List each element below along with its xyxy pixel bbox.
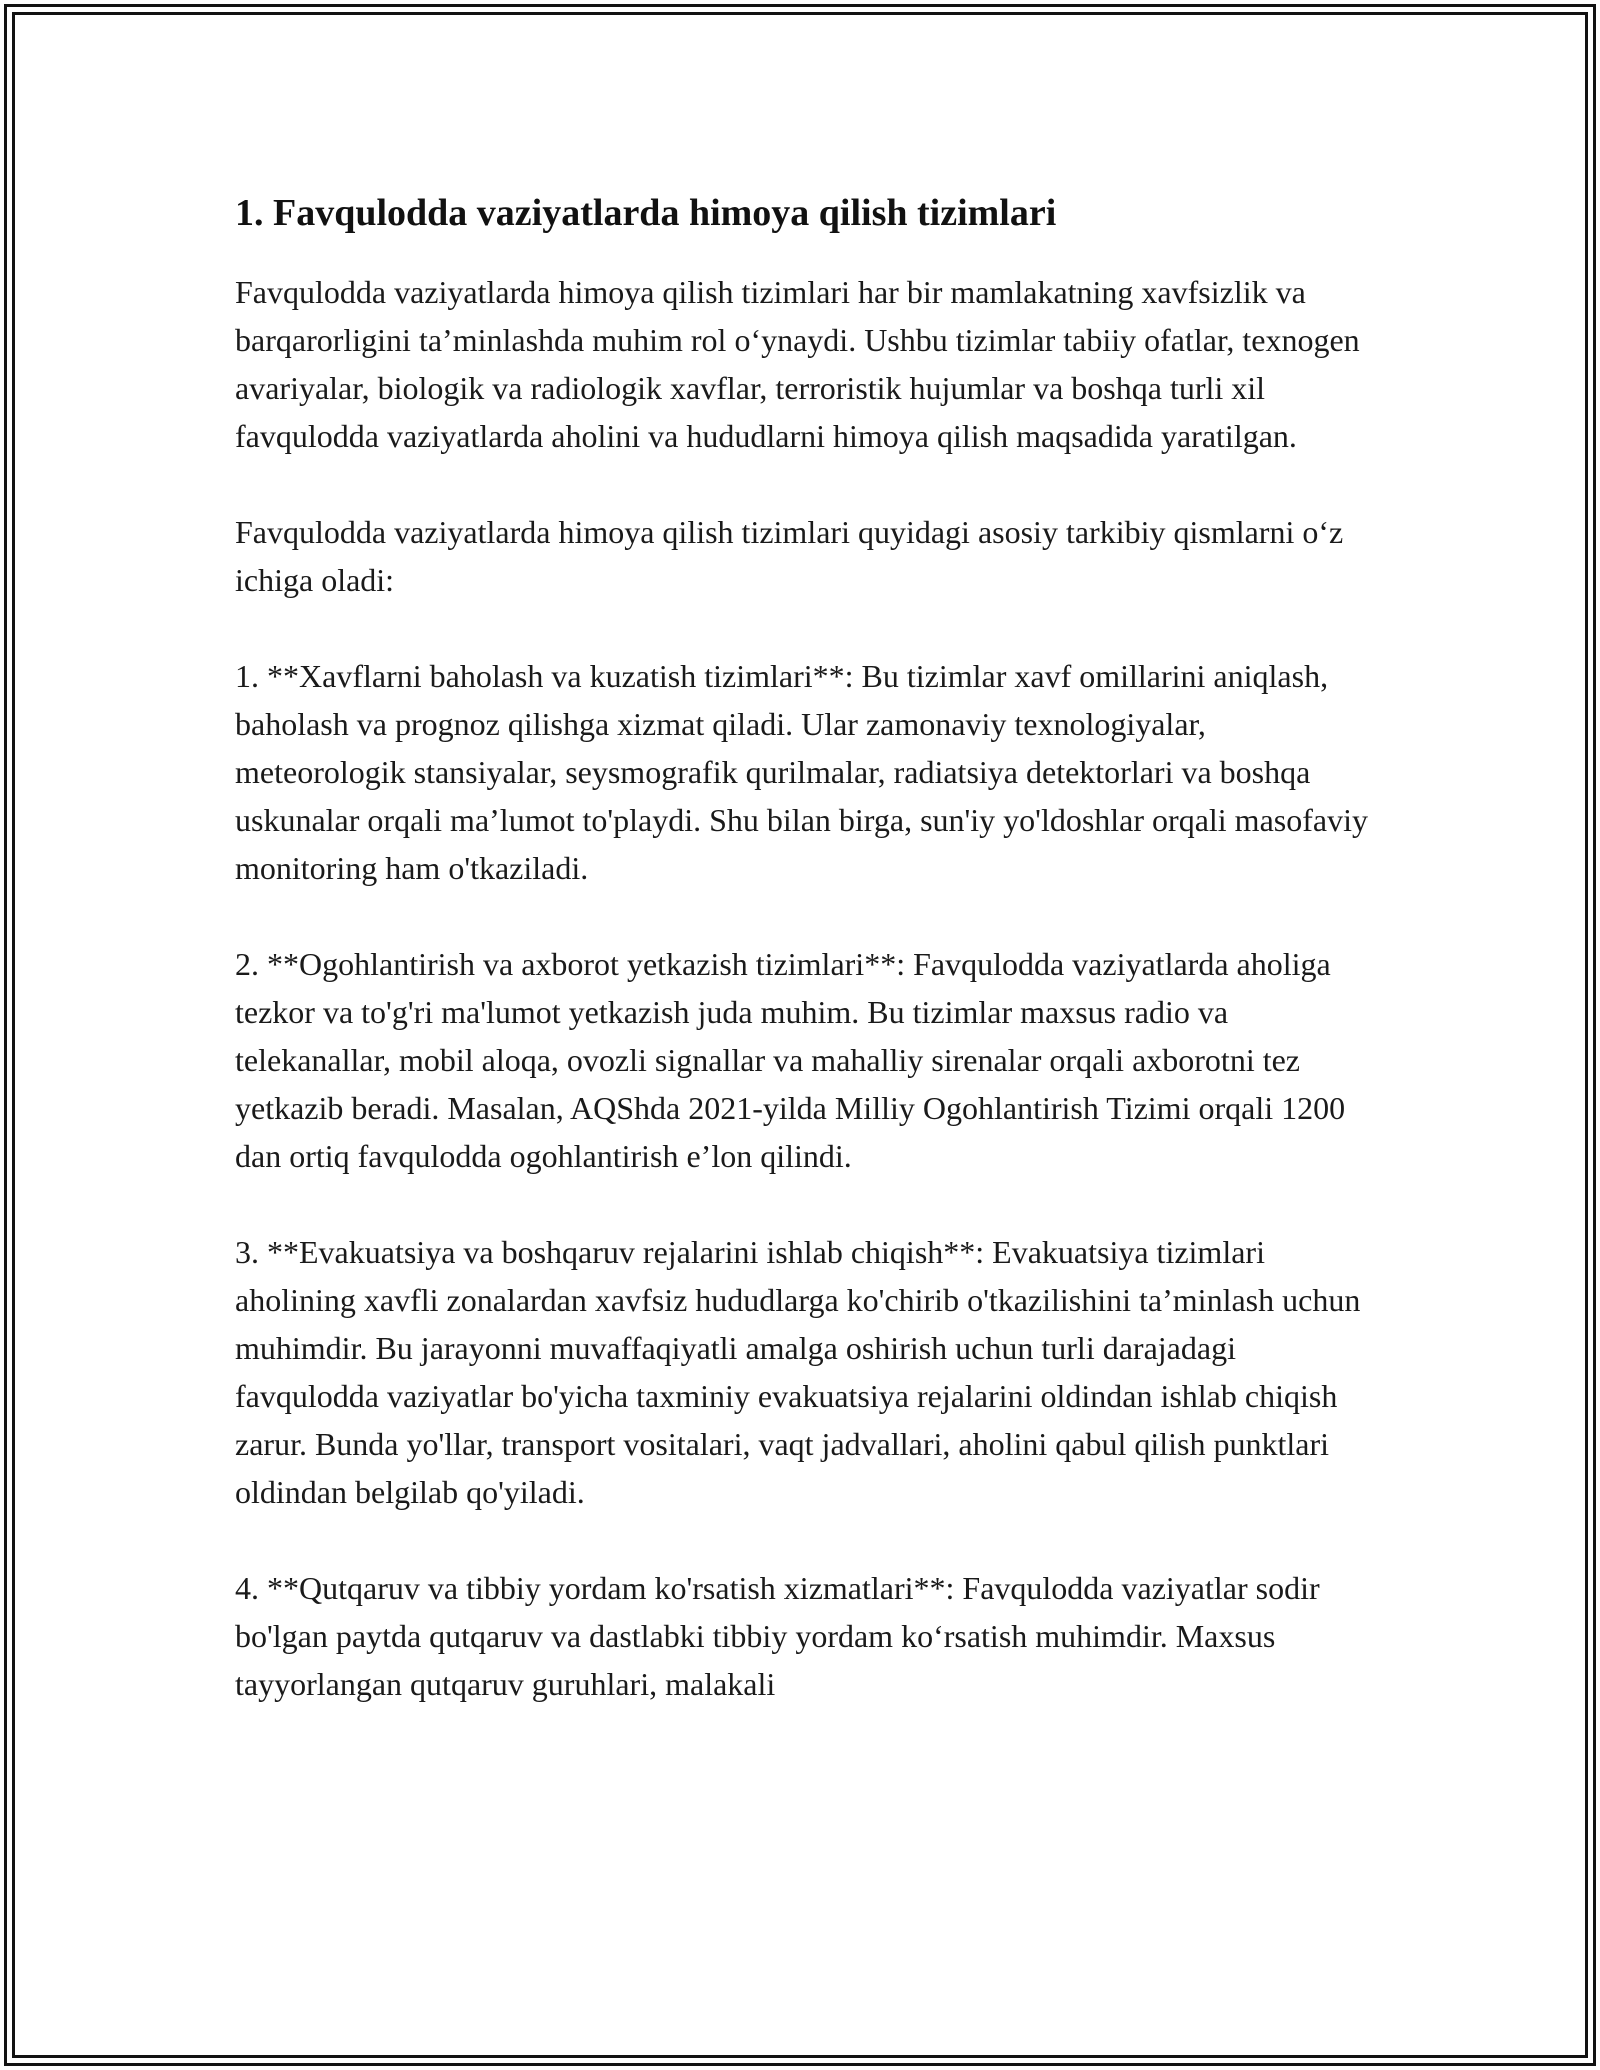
list-item-evacuation-plans: 3. **Evakuatsiya va boshqaruv rejalarini ishlab chiqish**: Evakuatsiya tizimlari aholining xavfli zonalardan xavfsiz hududlarga ko'chirib o'tkazilishini ta’minlash uchun muhimdir. Bu jarayonni muvaffaqiyatli amalga oshirish uchun turli darajadagi favqulodda vaziyatlar bo'yicha taxminiy evakuatsiya rejalarini oldindan ishlab chiqish zarur. Bunda yo'llar, transport vositalari, vaqt jadvallari, aholini qabul qilish punktlari oldindan belgilab qo'yiladi. xyxy=(235,1234,1361,1510)
paragraph-intro: Favqulodda vaziyatlarda himoya qilish tizimlari har bir mamlakatning xavfsizlik va barqarorligini ta’minlashda muhim rol o‘ynaydi. Ushbu tizimlar tabiiy ofatlar, texnogen avariyalar, biologik va radiologik xavflar, terroristik hujumlar va boshqa turli xil favqulodda vaziyatlarda aholini va hududlarni himoya qilish maqsadida yaratilgan. xyxy=(235,274,1360,454)
list-item-rescue-medical: 4. **Qutqaruv va tibbiy yordam ko'rsatish xizmatlari**: Favqulodda vaziyatlar sodir bo'lgan paytda qutqaruv va dastlabki tibbiy yordam ko‘rsatish muhimdir. Maxsus tayyorlangan qutqaruv guruhlari, malakali xyxy=(235,1570,1320,1702)
list-item-warning-systems: 2. **Ogohlantirish va axborot yetkazish tizimlari**: Favqulodda vaziyatlarda aholiga tezkor va to'g'ri ma'lumot yetkazish juda muhim. Bu tizimlar maxsus radio va telekanallar, mobil aloqa, ovozli signallar va mahalliy sirenalar orqali axborotni tez yetkazib beradi. Masalan, AQShda 2021-yilda Milliy Ogohlantirish Tizimi orqali 1200 dan ortiq favqulodda ogohlantirish e’lon qilindi. xyxy=(235,946,1346,1174)
paragraph-components-lead: Favqulodda vaziyatlarda himoya qilish tizimlari quyidagi asosiy tarkibiy qismlarni o‘z ichiga oladi: xyxy=(235,514,1344,598)
document-body xyxy=(235,185,1375,1756)
list-item-risk-assessment: 1. **Xavflarni baholash va kuzatish tizimlari**: Bu tizimlar xavf omillarini aniqlash, baholash va prognoz qilishga xizmat qiladi. Ular zamonaviy texnologiyalar, meteorologik stansiyalar, seysmografik qurilmalar, radiatsiya detektorlari va boshqa uskunalar orqali ma’lumot to'playdi. Shu bilan birga, sun'iy yo'ldoshlar orqali masofaviy monitoring ham o'tkaziladi. xyxy=(235,658,1368,886)
page-title: 1. Favqulodda vaziyatlarda himoya qilish tizimlari xyxy=(235,192,1057,234)
